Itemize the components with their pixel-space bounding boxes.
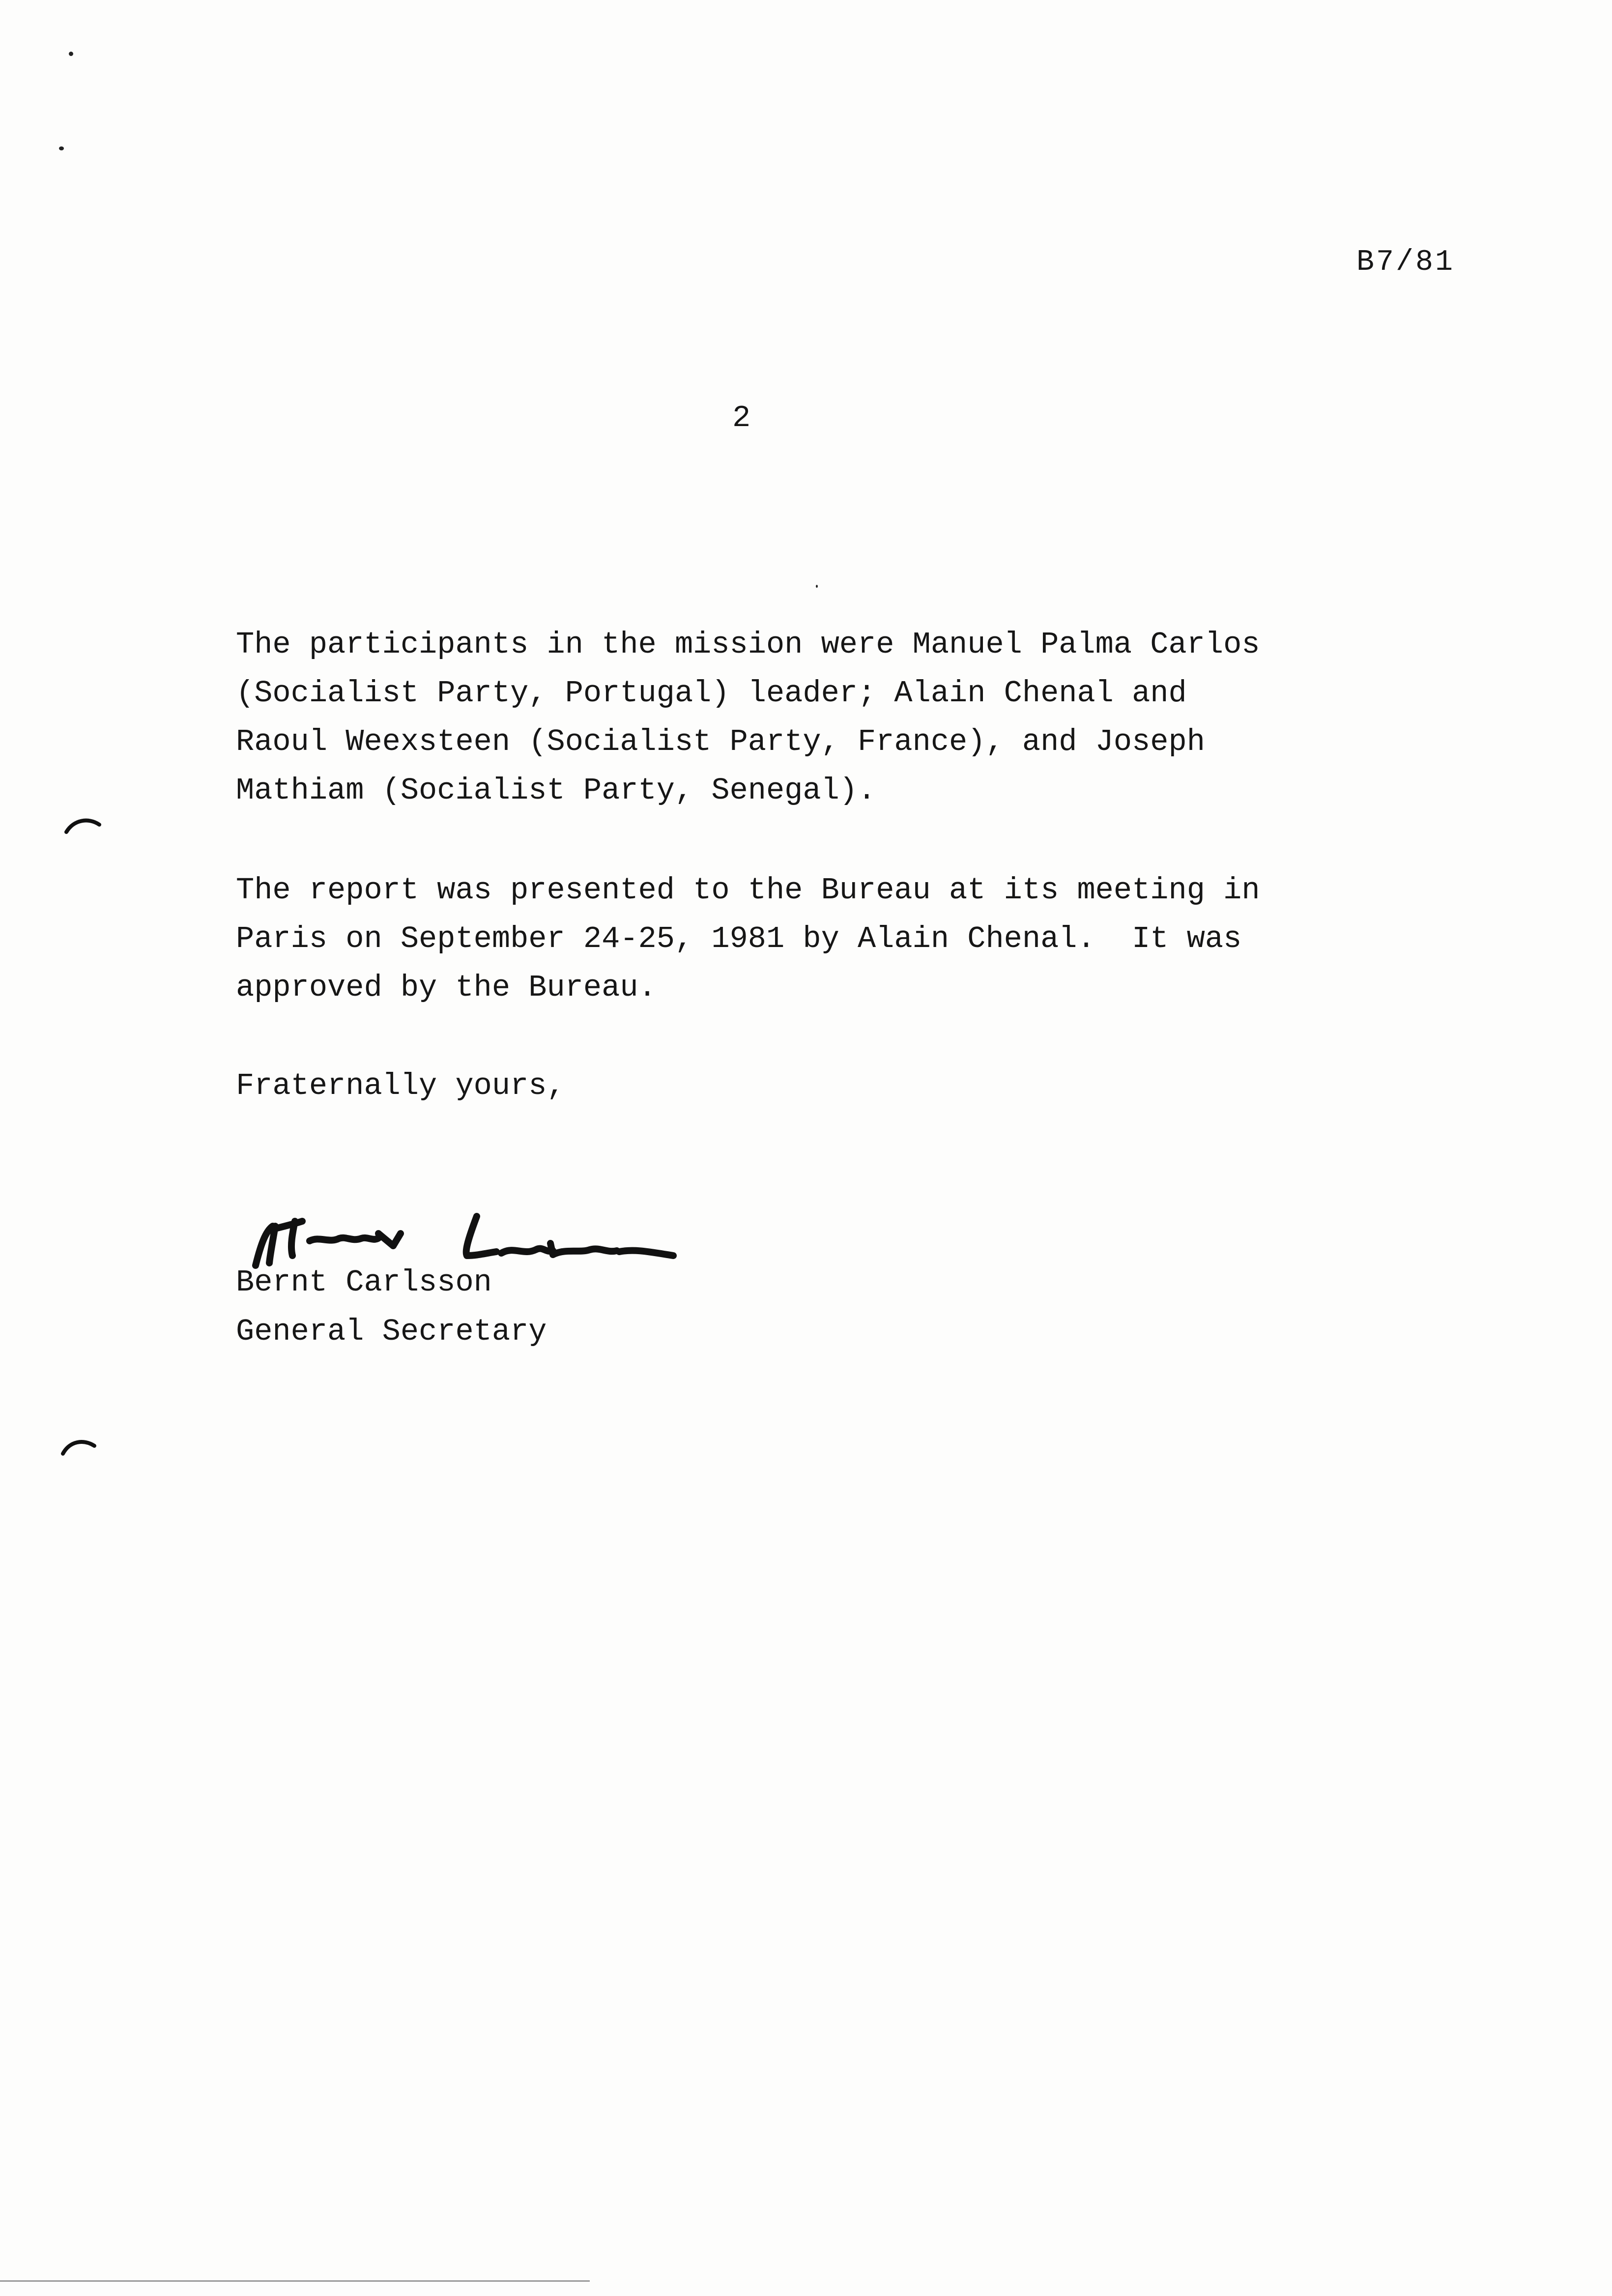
paragraph-line: Paris on September 24-25, 1981 by Alain Chenal. It was [236,921,1242,956]
paragraph-line: The report was presented to the Bureau at its meeting in [236,873,1260,908]
paragraph-line: The participants in the mission were Manuel Palma Carlos [236,627,1260,662]
scan-edge-line [0,2280,590,2282]
scan-speck [59,146,64,150]
paragraph-participants [236,620,1406,815]
paragraph-report [236,866,1406,1012]
paragraph-line: Mathiam (Socialist Party, Senegal). [236,773,876,808]
document-reference: B7/81 [1356,246,1455,279]
signer-block [236,1258,547,1356]
scan-speck [69,52,73,56]
page-number: 2 [732,401,751,435]
signer-name: Bernt Carlsson [236,1265,492,1300]
paragraph-line: (Socialist Party, Portugal) leader; Alain Chenal and [236,676,1187,711]
signer-title: General Secretary [236,1314,547,1349]
scan-speck [816,585,818,588]
paragraph-line: approved by the Bureau. [236,970,657,1005]
paragraph-line: Raoul Weexsteen (Socialist Party, France), and Joseph [236,724,1205,759]
closing-salutation: Fraternally yours, [236,1068,565,1103]
punch-hole-mark [59,1430,98,1460]
punch-hole-mark [64,810,103,839]
